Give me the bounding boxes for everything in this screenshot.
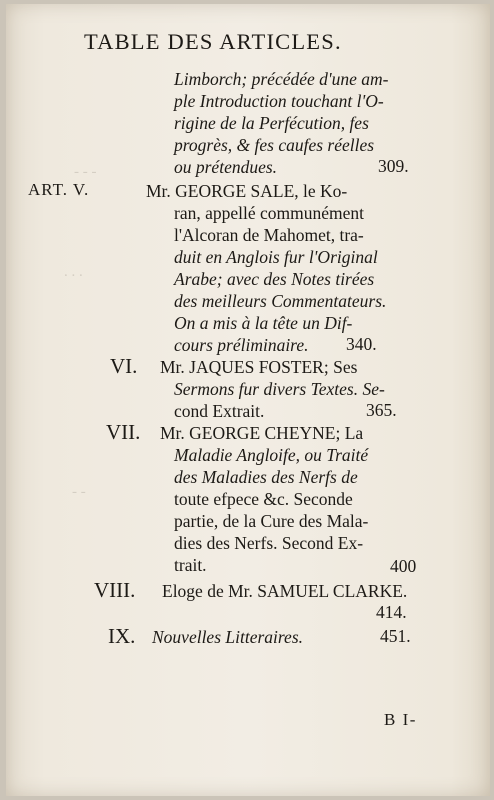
entry-line: progrès, & fes caufes réelles: [174, 135, 375, 155]
entry-line: ran, appellé communément: [174, 203, 364, 223]
entry-label: VI.: [110, 354, 138, 378]
entry-line: cond Extrait.: [174, 401, 265, 421]
entry-line: Maladie Angloife, ou Traité: [174, 445, 369, 465]
book-page: [6, 4, 490, 796]
page-number: 451.: [380, 626, 411, 646]
entry-line: rigine de la Perfécution, fes: [174, 113, 369, 133]
entry-line: Mr. GEORGE CHEYNE; La: [160, 423, 364, 443]
entry-line: duit en Anglois fur l'Original: [174, 247, 378, 267]
entry-line: ou prétendues.: [174, 157, 278, 177]
entry-line: l'Alcoran de Mahomet, tra-: [174, 225, 364, 245]
entry-line: Mr. JAQUES FOSTER; Ses: [160, 357, 358, 377]
entry-line: toute efpece &c. Seconde: [174, 489, 353, 509]
page-number: 414.: [376, 602, 407, 622]
entry-line: partie, de la Cure des Mala-: [174, 511, 369, 531]
entry-line: ple Introduction touchant l'O-: [174, 91, 384, 111]
entry-line: des Maladies des Nerfs de: [174, 467, 358, 487]
show-through-text: . . .: [64, 264, 83, 280]
page-number: 400: [390, 556, 417, 576]
page-title: TABLE DES ARTICLES.: [84, 29, 342, 54]
entry-label: VIII.: [94, 578, 136, 602]
signature-mark: B I-: [384, 710, 417, 729]
entry-line: Eloge de Mr. SAMUEL CLARKE.: [162, 581, 408, 601]
entry-line: Nouvelles Litteraires.: [152, 627, 304, 647]
entry-line: Mr. GEORGE SALE, le Ko-: [146, 181, 348, 201]
entry-line: cours préliminaire.: [174, 335, 309, 355]
page-number: 309.: [378, 156, 409, 176]
entry-line: Arabe; avec des Notes tirées: [174, 269, 375, 289]
entry-line: trait.: [174, 555, 207, 575]
show-through-text: - -: [72, 484, 86, 500]
entry-line: dies des Nerfs. Second Ex-: [174, 533, 364, 553]
entry-label: ART. V.: [28, 180, 90, 199]
show-through-text: - - -: [74, 164, 97, 180]
entry-line: On a mis à la tête un Dif-: [174, 313, 353, 333]
page-number: 340.: [346, 334, 377, 354]
entry-label: VII.: [106, 420, 141, 444]
entry-line: Limborch; précédée d'une am-: [174, 69, 389, 89]
entry-line: des meilleurs Commentateurs.: [174, 291, 387, 311]
page-number: 365.: [366, 400, 397, 420]
entry-line: Sermons fur divers Textes. Se-: [174, 379, 385, 399]
entry-label: IX.: [108, 624, 136, 648]
